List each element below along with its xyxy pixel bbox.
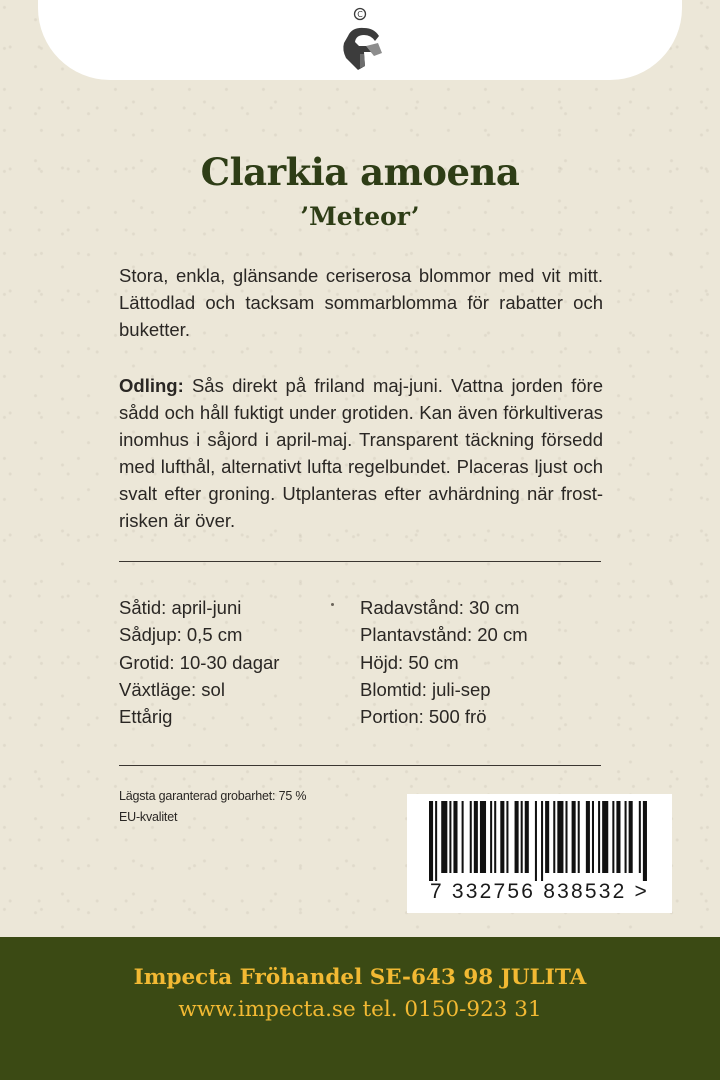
divider-top: [119, 561, 601, 562]
svg-text:C: C: [357, 10, 363, 20]
barcode-bar: [429, 801, 433, 881]
barcode-bar: [602, 801, 608, 873]
barcode-bar: [541, 801, 543, 881]
barcode-bar: [629, 801, 633, 873]
barcode-bar: [616, 801, 620, 873]
germination-guarantee: Lägsta garanterad grobarhet: 75 %: [119, 789, 307, 803]
barcode-bar: [462, 801, 464, 873]
barcode-bar: [612, 801, 614, 873]
barcode-bar: [545, 801, 549, 873]
barcode-bar: [490, 801, 492, 873]
barcode-bar: [441, 801, 447, 873]
fact-flowering-time: Blomtid: juli-sep: [360, 678, 491, 700]
barcode-bar: [572, 801, 576, 873]
barcode-number: 7 332756 838532 >: [430, 880, 649, 903]
barcode-bar: [557, 801, 563, 873]
fact-position: Växtläge: sol: [119, 678, 225, 700]
product-variety: ’Meteor’: [300, 202, 420, 231]
barcode-bar: [598, 801, 600, 873]
barcode-bar: [449, 801, 451, 873]
barcode-bar: [515, 801, 519, 873]
impecta-logo-icon: [334, 6, 386, 76]
barcode-bar: [500, 801, 504, 873]
barcode-bar: [639, 801, 641, 873]
footer-banner: [0, 937, 720, 1080]
barcode-bar: [625, 801, 627, 873]
fact-lifecycle: Ettårig: [119, 706, 173, 728]
company-contact: www.impecta.se tel. 0150-923 31: [178, 997, 542, 1022]
fact-height: Höjd: 50 cm: [360, 651, 459, 673]
fact-plant-spacing: Plantavstånd: 20 cm: [360, 624, 528, 646]
column-separator-dot: [331, 603, 334, 606]
barcode-bar: [535, 801, 537, 881]
fact-sowing-time: Såtid: april-juni: [119, 597, 242, 618]
barcode-bar: [565, 801, 567, 873]
cultivation-text: Sås direkt på friland maj-juni. Vattna jorden före sådd och håll fuktigt under grotiden. Kan även förkultiveras inomhus i såjord i april-maj. Transparent täckning försedd med lufthål, alternativt lufta regelbundet. Placeras ljust och svalt efter groning. Utplanteras efter avhärdning när frost-risken är över.: [119, 375, 603, 531]
divider-bottom: [119, 765, 601, 766]
barcode-bar: [586, 801, 590, 873]
barcode-bar: [643, 801, 647, 881]
cultivation-label: Odling:: [119, 375, 184, 396]
fact-portion: Portion: 500 frö: [360, 706, 487, 728]
barcode-bar: [592, 801, 594, 873]
fact-germination-time: Grotid: 10-30 dagar: [119, 651, 280, 673]
fact-row-spacing: Radavstånd: 30 cm: [360, 597, 520, 618]
company-address: Impecta Fröhandel SE-643 98 JULITA: [133, 965, 587, 990]
barcode-bar: [525, 801, 529, 873]
barcode-bar: [506, 801, 508, 873]
fact-sowing-depth: Sådjup: 0,5 cm: [119, 624, 243, 646]
facts-right-column: [360, 594, 600, 730]
barcode-bar: [578, 801, 580, 873]
barcode-bar: [470, 801, 472, 873]
barcode-bar: [553, 801, 555, 873]
barcode-bar: [494, 801, 496, 873]
barcode: [407, 794, 672, 913]
barcode-bar: [521, 801, 523, 873]
barcode-bar: [474, 801, 478, 873]
facts-left-column: [119, 594, 319, 730]
cultivation-instructions: [119, 372, 603, 534]
quality-note: EU-kvalitet: [119, 810, 178, 824]
barcode-bars: [429, 801, 649, 881]
barcode-bar: [435, 801, 437, 881]
product-description: Stora, enkla, glänsande ceriserosa blommor med vit mitt. Lättodlad och tacksam sommarblomma för rabatter och buketter.: [119, 265, 603, 340]
barcode-bar: [480, 801, 486, 873]
barcode-bar: [453, 801, 457, 873]
product-title: Clarkia amoena: [200, 150, 520, 194]
